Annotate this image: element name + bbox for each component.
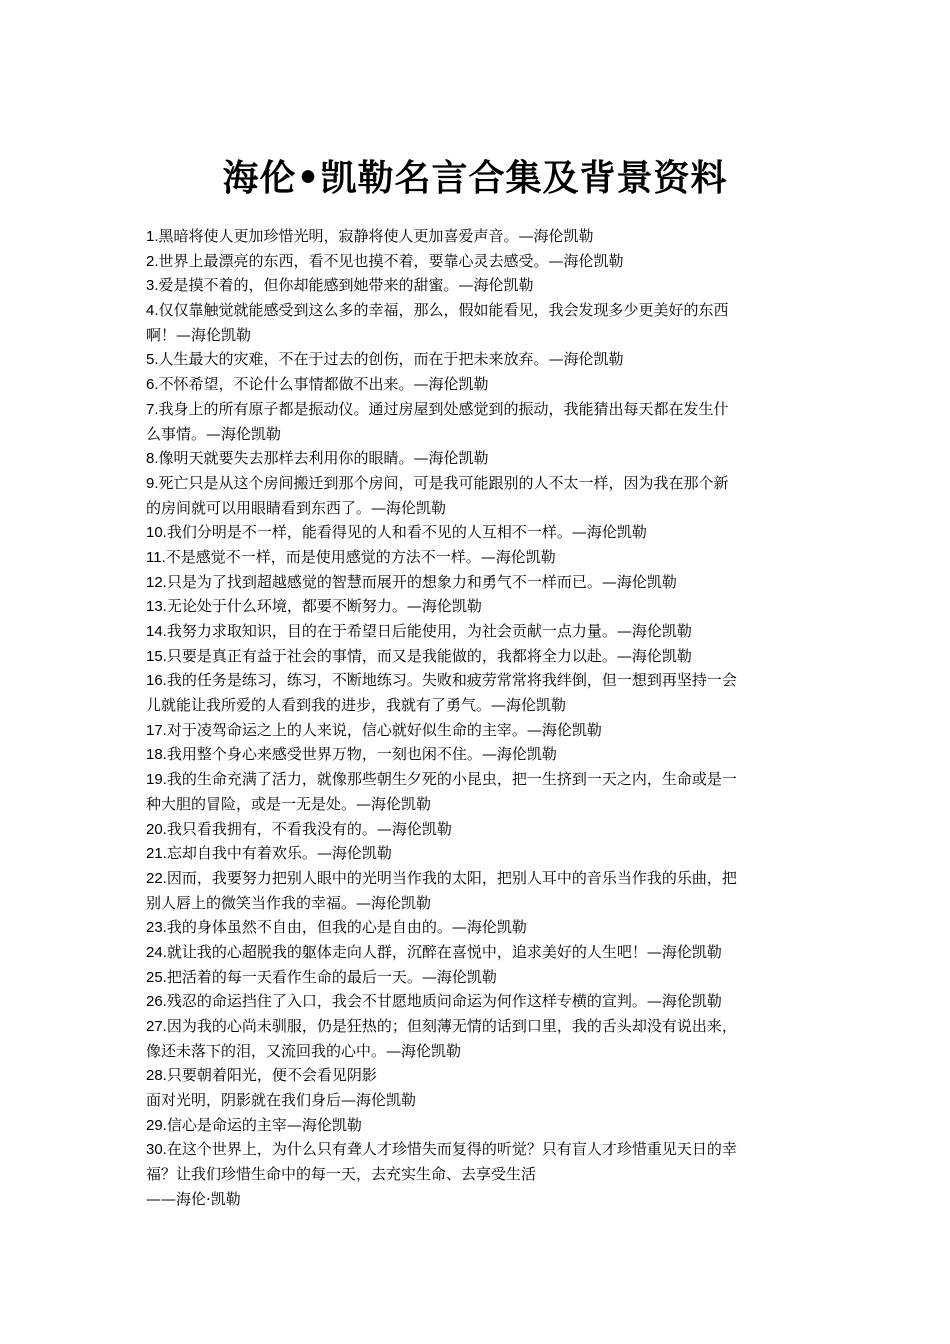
quote-text: 因为我的心尚未驯服，仍是狂热的；但刻薄无情的话到口里，我的舌头却没有说出来， <box>166 1017 737 1035</box>
quote-text: 儿就能让我所爱的人看到我的进步，我就有了勇气。—海伦凯勒 <box>146 696 567 715</box>
quote-line <box>146 1014 808 1039</box>
quote-line <box>146 817 808 842</box>
quote-text: 对于凌驾命运之上的人来说，信心就好似生命的主宰。—海伦凯勒 <box>166 720 602 739</box>
quote-text: 我身上的所有原子都是振动仪。通过房屋到处感觉到的振动，我能猜出每天都在发生什 <box>158 399 729 418</box>
quote-text: 我的任务是练习，练习，不断地练习。失败和疲劳常常将我绊倒，但一想到再坚持一会 <box>166 671 737 690</box>
quote-line <box>146 891 808 916</box>
quote-text: 世界上最漂亮的东西，看不见也摸不着，要靠心灵去感受。—海伦凯勒 <box>158 251 624 270</box>
quote-number: 24. <box>146 943 167 961</box>
quote-text: 因而，我要努力把别人眼中的光明当作我的太阳，把别人耳中的音乐当作我的乐曲，把 <box>166 868 737 887</box>
quote-number: 21. <box>146 845 167 863</box>
quote-line <box>146 866 808 891</box>
quote-text: 种大胆的冒险，或是一无是处。—海伦凯勒 <box>146 794 432 813</box>
quote-line <box>146 594 808 619</box>
quote-text: 只要是真正有益于社会的事情，而又是我能做的，我都将全力以赴。—海伦凯勒 <box>166 646 692 665</box>
quote-text: 我的生命充满了活力，就像那些朝生夕死的小昆虫，把一生挤到一天之内，生命或是一 <box>166 770 737 789</box>
quote-text: 只是为了找到超越感觉的智慧而展开的想象力和勇气不一样而已。—海伦凯勒 <box>166 572 677 591</box>
quote-number: 26. <box>146 993 167 1011</box>
quote-number: 23. <box>146 919 167 937</box>
document-title: 海伦•凯勒名言合集及背景资料 <box>222 157 728 199</box>
quote-line <box>146 397 808 422</box>
quote-text: 爱是摸不着的，但你却能感到她带来的甜蜜。—海伦凯勒 <box>158 276 534 295</box>
quote-line <box>146 471 808 496</box>
quote-line <box>146 570 808 595</box>
quote-number: 22. <box>146 869 167 887</box>
quote-text: 仅仅靠触觉就能感受到这么多的幸福，那么，假如能看见，我会发现多少更美好的东西 <box>158 301 729 320</box>
quote-line <box>146 1039 808 1064</box>
quote-line <box>146 446 808 471</box>
quote-number: 4. <box>146 302 159 320</box>
quote-number: 27. <box>146 1018 167 1035</box>
quote-text: 黑暗将使人更加珍惜光明，寂静将使人更加喜爱声音。—海伦凯勒 <box>158 227 594 245</box>
quote-number: 28. <box>146 1067 167 1085</box>
quote-line <box>146 965 808 990</box>
quote-line <box>146 422 808 447</box>
quote-text: 我只看我拥有，不看我没有的。—海伦凯勒 <box>166 819 452 838</box>
quote-line <box>146 249 808 274</box>
quote-text: 死亡只是从这个房间搬迁到那个房间，可是我可能跟别的人不太一样，因为我在那个新 <box>158 473 729 492</box>
quote-line <box>146 323 808 348</box>
quote-text: 像还未落下的泪，又流回我的心中。—海伦凯勒 <box>146 1041 462 1060</box>
quote-line <box>146 1187 808 1212</box>
quote-line <box>146 792 808 817</box>
quote-number: 30. <box>146 1141 167 1159</box>
quote-text: ——海伦·凯勒 <box>146 1189 241 1208</box>
quote-line <box>146 1162 808 1187</box>
quote-line <box>146 496 808 521</box>
quote-number: 17. <box>146 721 167 739</box>
quote-text: 啊！—海伦凯勒 <box>146 325 252 344</box>
quote-line <box>146 520 808 545</box>
quote-line <box>146 1063 808 1088</box>
quote-number: 14. <box>146 623 167 640</box>
quote-line <box>146 940 808 965</box>
quote-number: 10. <box>146 524 167 542</box>
quote-line <box>146 372 808 397</box>
quote-number: 19. <box>146 771 167 789</box>
quote-number: 15. <box>146 647 167 665</box>
quote-text: 只要朝着阳光，便不会看见阴影 <box>166 1066 377 1085</box>
quote-number: 7. <box>146 400 159 418</box>
quote-number: 18. <box>146 746 167 764</box>
quote-text: 在这个世界上，为什么只有聋人才珍惜失而复得的听觉？只有盲人才珍惜重见天日的幸 <box>166 1140 737 1159</box>
quote-text: 我的身体虽然不自由，但我的心是自由的。—海伦凯勒 <box>166 918 527 937</box>
quote-number: 29. <box>146 1116 167 1134</box>
quote-line <box>146 668 808 693</box>
quote-number: 2. <box>146 252 159 270</box>
quote-number: 16. <box>146 672 167 690</box>
quote-text: 我用整个身心来感受世界万物，一刻也闲不住。—海伦凯勒 <box>166 745 557 764</box>
quote-line <box>146 298 808 323</box>
quote-text: 把活着的每一天看作生命的最后一天。—海伦凯勒 <box>166 967 497 986</box>
quote-number: 5. <box>146 351 159 369</box>
quote-text: 无论处于什么环境，都要不断努力。—海伦凯勒 <box>166 597 482 616</box>
quote-number: 8. <box>146 450 159 468</box>
quote-text: 的房间就可以用眼睛看到东西了。—海伦凯勒 <box>146 498 447 517</box>
quote-line <box>146 989 808 1014</box>
quote-text: 忘却自我中有着欢乐。—海伦凯勒 <box>166 844 392 863</box>
quote-line <box>146 693 808 718</box>
quote-number: 12. <box>146 573 167 591</box>
quote-line <box>146 718 808 743</box>
quote-line <box>146 1113 808 1138</box>
quote-text: 就让我的心超脱我的躯体走向人群，沉醉在喜悦中，追求美好的人生吧！—海伦凯勒 <box>166 942 722 961</box>
quote-text: 像明天就要失去那样去利用你的眼睛。—海伦凯勒 <box>158 449 489 468</box>
quote-line <box>146 619 808 644</box>
quote-line <box>146 1137 808 1162</box>
quote-number: 1. <box>146 228 159 245</box>
quote-text: 我努力求取知识，目的在于希望日后能使用，为社会贡献一点力量。—海伦凯勒 <box>166 622 692 640</box>
quote-line <box>146 742 808 767</box>
quote-line <box>146 347 808 372</box>
quote-text: 不是感觉不一样，而是使用感觉的方法不一样。—海伦凯勒 <box>165 547 556 566</box>
quote-text: 别人唇上的微笑当作我的幸福。—海伦凯勒 <box>146 893 432 912</box>
quote-text: 面对光明，阴影就在我们身后—海伦凯勒 <box>146 1091 417 1110</box>
quote-text: 福？让我们珍惜生命中的每一天，去充实生命、去享受生活 <box>146 1165 537 1184</box>
quote-line <box>146 841 808 866</box>
quote-line <box>146 1088 808 1113</box>
quote-line <box>146 273 808 298</box>
quote-number: 6. <box>146 376 159 394</box>
quote-text: 人生最大的灾难，不在于过去的创伤，而在于把未来放弃。—海伦凯勒 <box>158 350 624 369</box>
quote-line <box>146 915 808 940</box>
quote-number: 3. <box>146 277 159 295</box>
quote-line <box>146 644 808 669</box>
quote-text: 么事情。—海伦凯勒 <box>146 424 282 443</box>
quote-list <box>146 224 808 1212</box>
quote-number: 11. <box>146 548 166 566</box>
quote-text: 残忍的命运挡住了入口，我会不甘愿地质问命运为何作这样专横的宣判。—海伦凯勒 <box>166 992 722 1011</box>
quote-number: 25. <box>146 968 167 986</box>
quote-line <box>146 545 808 570</box>
quote-text: 信心是命运的主宰—海伦凯勒 <box>166 1115 362 1134</box>
quote-text: 不怀希望，不论什么事情都做不出来。—海伦凯勒 <box>158 375 489 394</box>
quote-number: 20. <box>146 820 167 838</box>
quote-line <box>146 767 808 792</box>
quote-number: 13. <box>146 598 167 616</box>
quote-text: 我们分明是不一样，能看得见的人和看不见的人互相不一样。—海伦凯勒 <box>166 523 647 542</box>
quote-line <box>146 224 808 249</box>
quote-number: 9. <box>146 474 159 492</box>
